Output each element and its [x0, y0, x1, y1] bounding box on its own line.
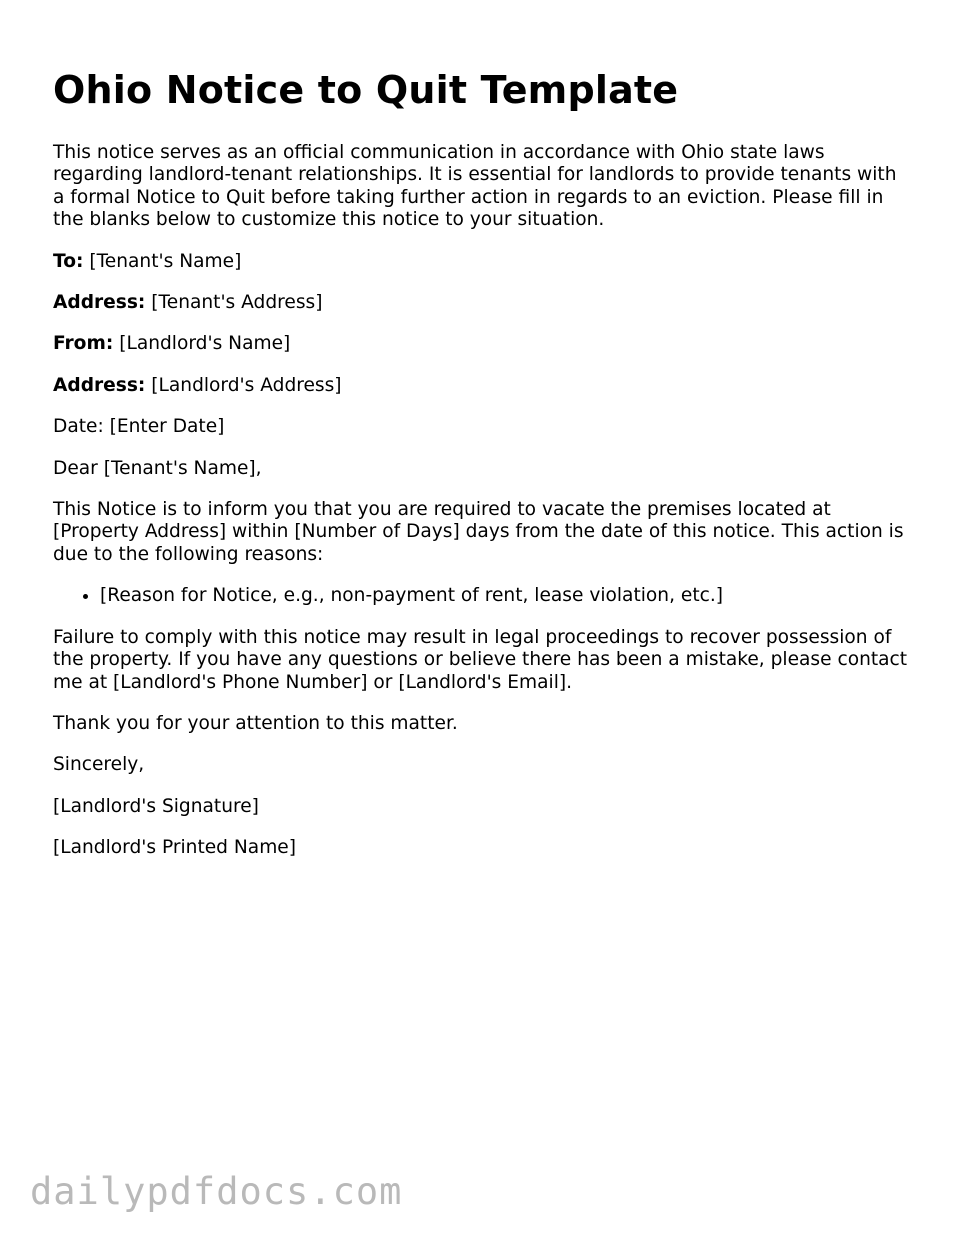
thanks-line: Thank you for your attention to this matter. [53, 712, 458, 734]
tenant-address-line [53, 292, 913, 314]
landlord-address-value: [Landlord's Address] [151, 374, 342, 396]
from-label: From: [53, 333, 114, 355]
landlord-address-label: Address: [53, 374, 146, 396]
salutation: Dear [Tenant's Name], [53, 457, 262, 479]
to-label: To: [53, 250, 84, 272]
failure-paragraph: Failure to comply with this notice may result in legal proceedings to recover possession of the property. If you have any questions or believe there has been a mistake, please contact me at [Landlord's Phone Number] or [Landlord's Email]. [53, 626, 908, 693]
reasons-list [53, 585, 913, 607]
list-item: • [Reason for Notice, e.g., non-payment of rent, lease violation, etc.] [100, 585, 913, 607]
signature-line: [Landlord's Signature] [53, 795, 259, 817]
from-value: [Landlord's Name] [119, 333, 291, 355]
landlord-address-line [53, 375, 913, 397]
to-value: [Tenant's Name] [89, 250, 242, 272]
intro-paragraph: This notice serves as an official communication in accordance with Ohio state laws regarding landlord-tenant relationships. It is essential for landlords to provide tenants with a formal Notice to Quit before taking further action in regards to an eviction. Please fill in the blanks below to customize this notice to your situation. [53, 142, 897, 231]
closing-line: Sincerely, [53, 754, 145, 776]
to-line [53, 251, 913, 273]
tenant-address-value: [Tenant's Address] [151, 292, 323, 314]
watermark: dailypdfdocs.com [30, 1170, 403, 1213]
document-page [53, 64, 913, 879]
date-line: Date: [Enter Date] [53, 416, 225, 438]
tenant-address-label: Address: [53, 292, 146, 314]
printed-name-line: [Landlord's Printed Name] [53, 837, 296, 859]
from-line [53, 333, 913, 355]
notice-paragraph: This Notice is to inform you that you are required to vacate the premises located at [Property Address] within [Number of Days] days from the date of this notice. This action is due to the following reasons: [53, 499, 904, 565]
page-title: Ohio Notice to Quit Template [53, 68, 679, 112]
